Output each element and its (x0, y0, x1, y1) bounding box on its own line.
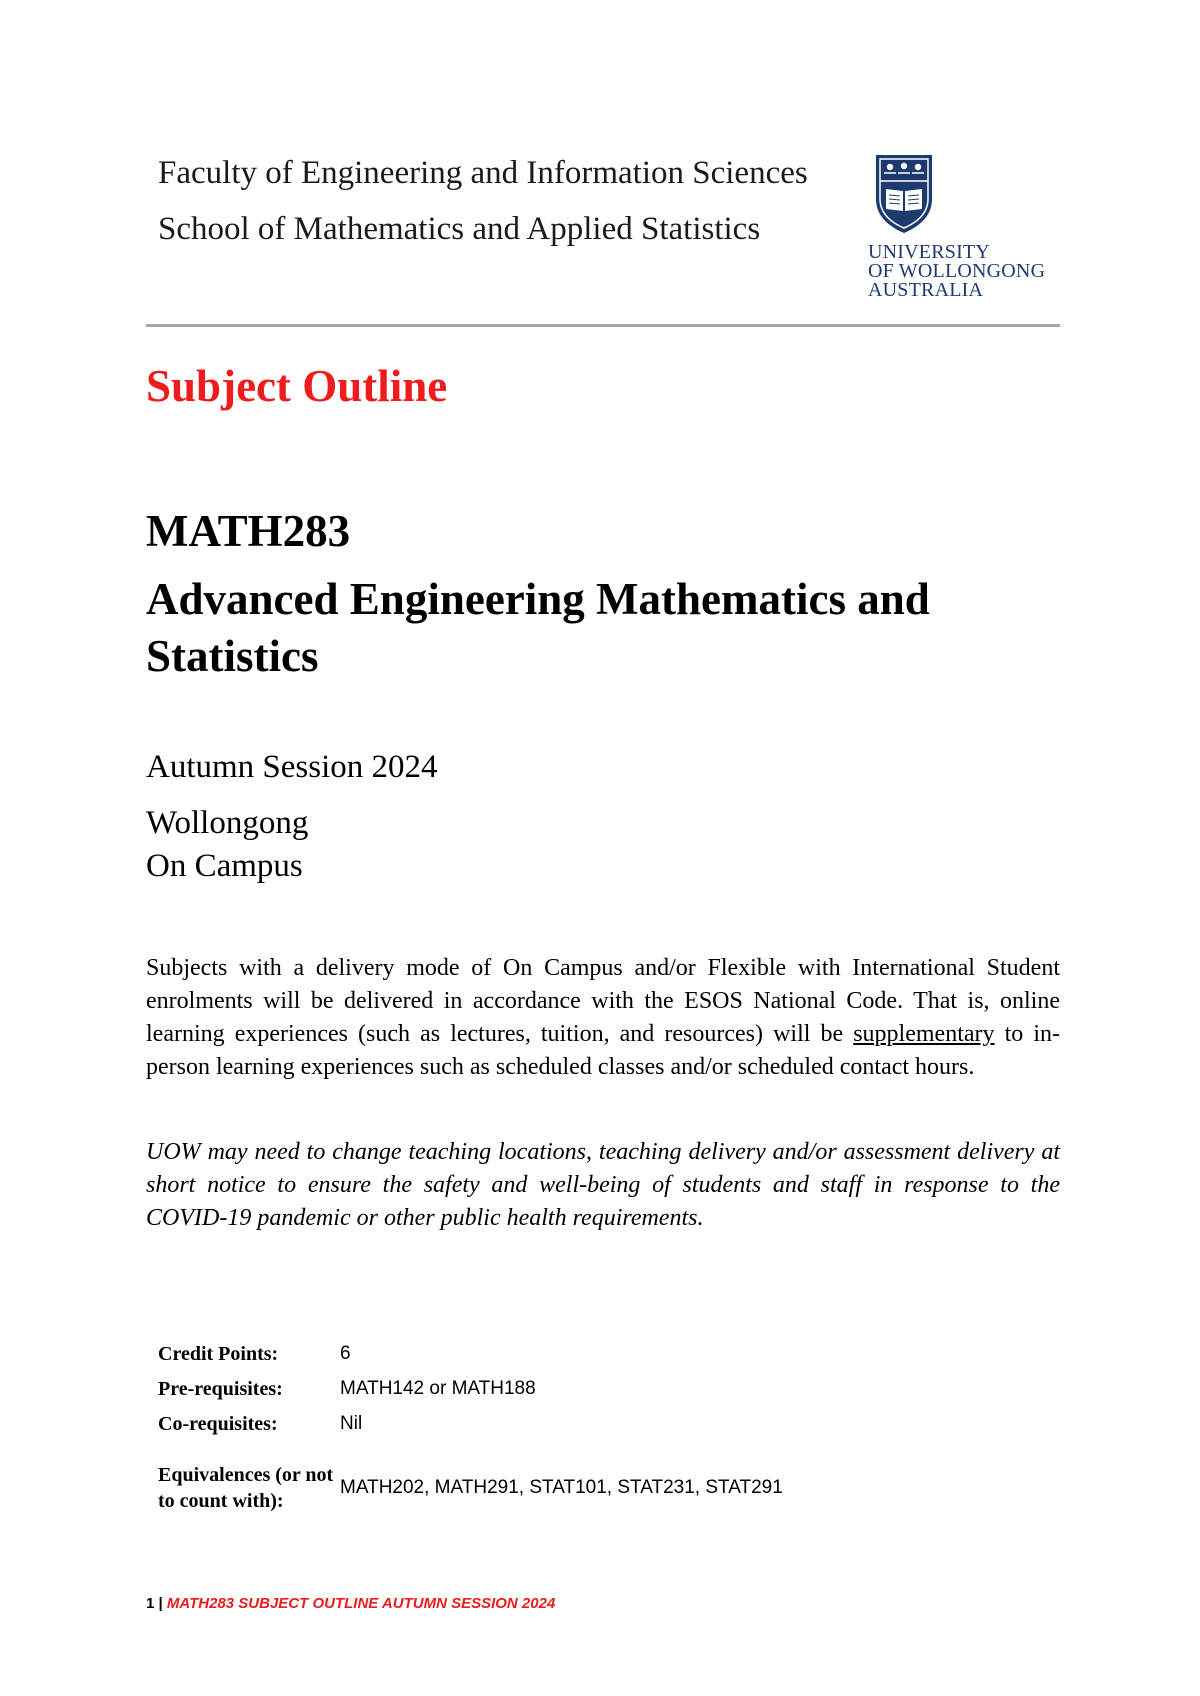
university-crest-icon (872, 153, 936, 235)
footer-title: MATH283 SUBJECT OUTLINE AUTUMN SESSION 2024 (166, 1595, 556, 1612)
course-code: MATH283 (146, 506, 351, 556)
details-row-credit-points (158, 1336, 958, 1371)
footer-separator: | (158, 1595, 163, 1612)
school-name: School of Mathematics and Applied Statistics (158, 211, 761, 247)
university-logo (868, 153, 1068, 300)
faculty-name: Faculty of Engineering and Information Sciences (158, 155, 808, 191)
credit-points-label: Credit Points: (158, 1342, 279, 1365)
campus-name: Wollongong (146, 805, 309, 841)
details-row-prerequisites (158, 1371, 958, 1406)
university-wordmark (868, 243, 1068, 300)
corequisites-value: Nil (340, 1412, 363, 1434)
covid-notice-paragraph: UOW may need to change teaching locations, teaching delivery and/or assessment delivery at short notice to ensure the safety and well-being of students and staff in response to the COVID-19 pandemic or other public health requirements. (146, 1139, 1060, 1231)
subject-outline-heading: Subject Outline (146, 361, 448, 411)
details-row-equivalences (158, 1441, 958, 1529)
corequisites-label: Co-requisites: (158, 1412, 278, 1435)
esos-notice-text-start: Subjects with a delivery mode of On Campus and/or Flexible with International Student enrolments will be delivered in accordance with the ESOS National Code. That is, online learning experiences (such as lectures, tuition, and resources) will be (146, 955, 1060, 1047)
equivalences-label: Equivalences (or not to count with): (158, 1464, 334, 1512)
subject-details-table (158, 1336, 958, 1529)
credit-points-value: 6 (340, 1342, 351, 1364)
header-divider (146, 324, 1060, 327)
wordmark-line-1: UNIVERSITY (868, 241, 990, 263)
equivalences-value: MATH202, MATH291, STAT101, STAT231, STAT291 (340, 1477, 783, 1498)
esos-notice-paragraph (146, 952, 1060, 1084)
page-number: 1 (146, 1595, 155, 1612)
esos-notice-emphasis: supplementary (853, 1021, 995, 1047)
prerequisites-label: Pre-requisites: (158, 1377, 283, 1400)
delivery-mode: On Campus (146, 848, 303, 884)
details-row-corequisites (158, 1406, 958, 1441)
session-term: Autumn Session 2024 (146, 749, 438, 785)
delivery-location (146, 802, 308, 888)
prerequisites-value: MATH142 or MATH188 (340, 1377, 536, 1399)
wordmark-line-3: AUSTRALIA (868, 279, 984, 301)
esos-notice-text-end: to in-person learning experiences such as scheduled classes and/or scheduled contact hours. (146, 1021, 1061, 1080)
page-footer (146, 1594, 555, 1614)
header-text (158, 152, 848, 250)
wordmark-line-2: OF WOLLONGONG (868, 260, 1046, 282)
course-title: Advanced Engineering Mathematics and Statistics (146, 574, 930, 681)
